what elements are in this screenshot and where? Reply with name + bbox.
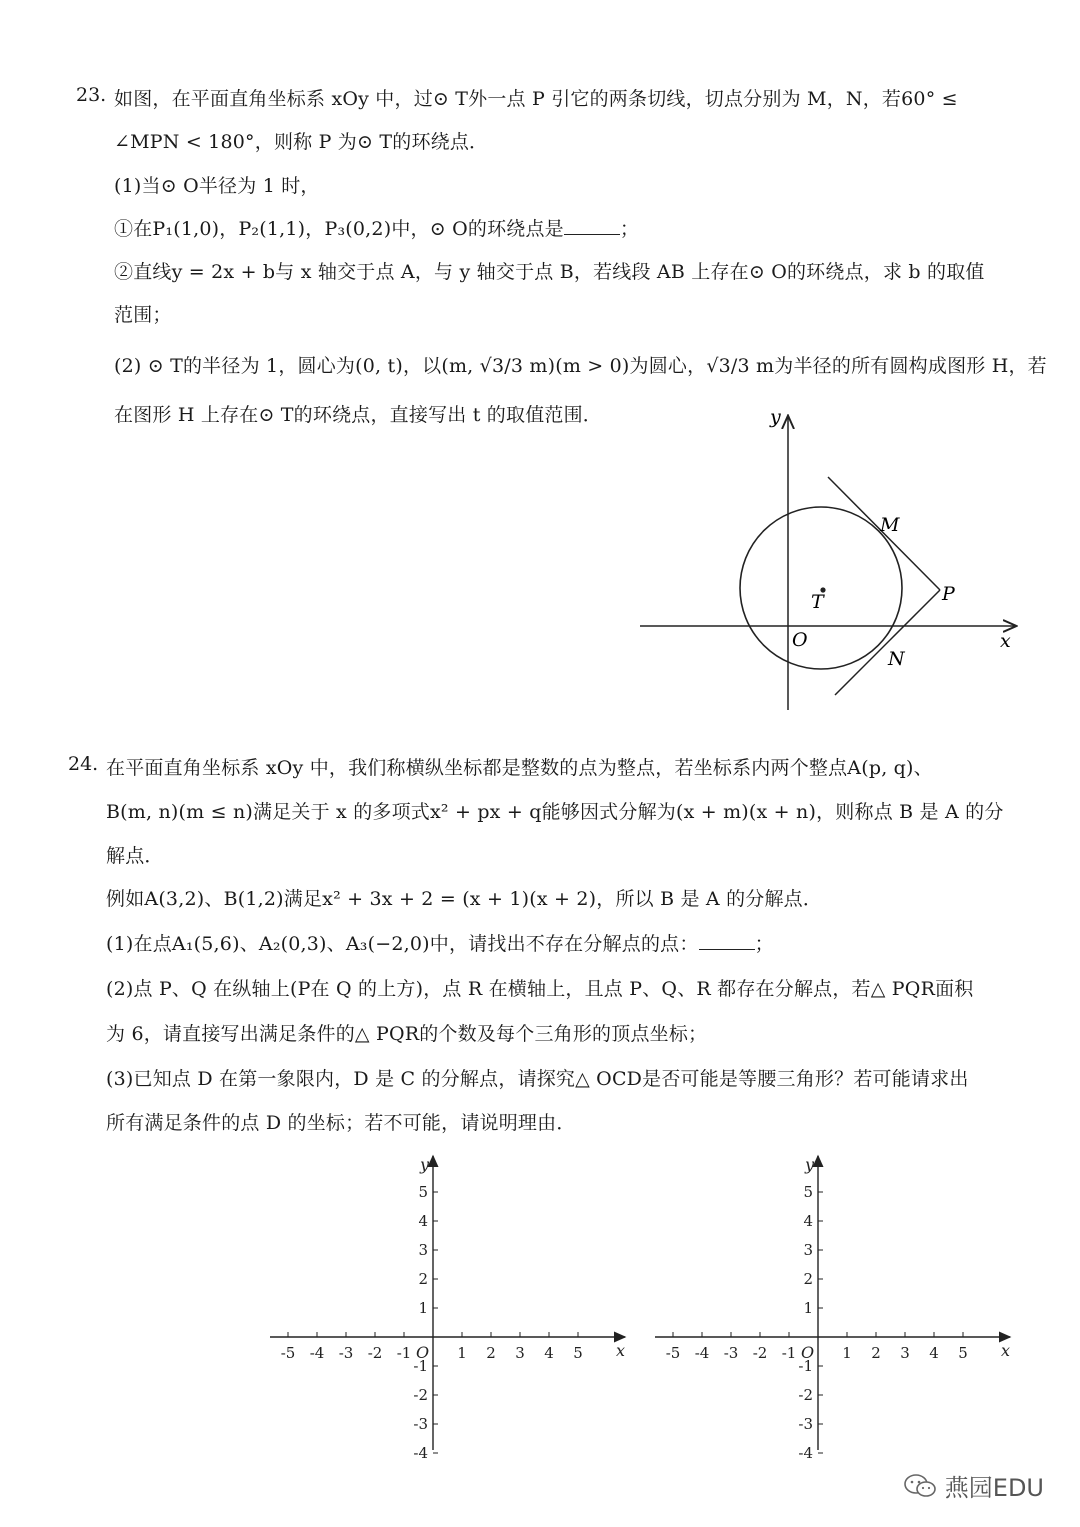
q23-line-5: ②直线y = 2x + b与 x 轴交于点 A，与 y 轴交于点 B，若线段 AB 上存在⊙ O的环绕点，求 b 的取值 bbox=[114, 261, 985, 283]
x-tick-label: 5 bbox=[958, 1344, 968, 1362]
wechat-icon bbox=[903, 1473, 937, 1499]
answer-blank bbox=[699, 933, 755, 950]
x-tick-label: -2 bbox=[752, 1344, 768, 1362]
circle-T bbox=[740, 507, 902, 669]
origin-label: O bbox=[801, 1343, 815, 1362]
x-tick-label: -3 bbox=[338, 1344, 354, 1362]
q24-line-4: 例如A(3,2)、B(1,2)满足x² + 3x + 2 = (x + 1)(x + 2)，所以 B 是 A 的分解点． bbox=[106, 888, 823, 910]
q23-line-3: (1)当⊙ O半径为 1 时， bbox=[114, 175, 320, 197]
q24-line-2: B(m, n)(m ≤ n)满足关于 x 的多项式x² + px + q能够因式分解为(x + m)(x + n)，则称点 B 是 A 的分 bbox=[106, 801, 1004, 823]
x-tick-label: 1 bbox=[842, 1344, 852, 1362]
q23-line-1: 如图，在平面直角坐标系 xOy 中，过⊙ T外一点 P 引它的两条切线，切点分别为 M，N，若60° ≤ bbox=[114, 88, 958, 110]
coordinate-grid-left bbox=[265, 1150, 635, 1460]
q24-line-5 bbox=[106, 929, 774, 956]
q24-line-1: 在平面直角坐标系 xOy 中，我们称横纵坐标都是整数的点为整点，若坐标系内两个整点A(p, q)、 bbox=[106, 757, 933, 779]
y-tick-label: 1 bbox=[418, 1299, 428, 1317]
x-tick-label: 3 bbox=[515, 1344, 525, 1362]
y-tick-label: -3 bbox=[413, 1415, 428, 1433]
q23-line-6: 范围； bbox=[114, 304, 172, 326]
x-tick-label: 4 bbox=[544, 1344, 554, 1362]
label-O: O bbox=[792, 629, 808, 651]
q23-part1-question: ①在P₁(1,0)，P₂(1,1)，P₃(0,2)中，⊙ O的环绕点是 bbox=[114, 218, 564, 240]
watermark bbox=[903, 1468, 1044, 1503]
y-tick-label: 4 bbox=[418, 1212, 428, 1230]
q24-line-8: (3)已知点 D 在第一象限内，D 是 C 的分解点，请探究△ OCD是否可能是等腰三角形？若可能请求出 bbox=[106, 1068, 969, 1090]
y-tick-label: 2 bbox=[803, 1270, 813, 1288]
x-tick-label: -3 bbox=[723, 1344, 739, 1362]
y-axis-label: y bbox=[805, 1155, 815, 1174]
q23-figure bbox=[630, 405, 1030, 715]
label-y: y bbox=[770, 406, 781, 428]
q24-number: 24. bbox=[68, 753, 99, 775]
q24-blank-suffix: ； bbox=[754, 933, 774, 955]
x-tick-label: 1 bbox=[457, 1344, 467, 1362]
label-M: M bbox=[880, 514, 900, 536]
x-tick-label: 4 bbox=[929, 1344, 939, 1362]
y-tick-label: -1 bbox=[798, 1357, 813, 1375]
x-tick-label: 5 bbox=[573, 1344, 583, 1362]
x-tick-label: 3 bbox=[900, 1344, 910, 1362]
q23-line-8: 在图形 H 上存在⊙ T的环绕点，直接写出 t 的取值范围． bbox=[114, 404, 602, 426]
y-tick-label: -3 bbox=[798, 1415, 813, 1433]
y-tick-label: 5 bbox=[803, 1183, 813, 1201]
q24-line-9: 所有满足条件的点 D 的坐标；若不可能，请说明理由． bbox=[106, 1112, 576, 1134]
y-tick-label: -2 bbox=[798, 1386, 813, 1404]
y-tick-label: 5 bbox=[418, 1183, 428, 1201]
y-tick-label: -4 bbox=[798, 1444, 813, 1460]
q23-number: 23. bbox=[76, 84, 107, 106]
y-axis-label: y bbox=[420, 1155, 430, 1174]
answer-blank bbox=[564, 218, 620, 235]
origin-label: O bbox=[416, 1343, 430, 1362]
q23-line-7: (2) ⊙ T的半径为 1，圆心为(0, t)，以(m, √3/3 m)(m > 0)为圆心，√3/3 m为半径的所有圆构成图形 H，若 bbox=[114, 355, 1047, 377]
x-tick-label: 2 bbox=[871, 1344, 881, 1362]
tangent-PN bbox=[835, 590, 940, 695]
y-tick-label: -2 bbox=[413, 1386, 428, 1404]
label-T: T bbox=[811, 591, 824, 613]
q23-blank-suffix: ； bbox=[619, 218, 640, 240]
label-x: x bbox=[1000, 630, 1011, 652]
q23-line-4 bbox=[114, 214, 639, 241]
x-tick-label: -4 bbox=[694, 1344, 710, 1362]
y-tick-label: 3 bbox=[418, 1241, 428, 1259]
y-tick-label: 2 bbox=[418, 1270, 428, 1288]
x-tick-label: -5 bbox=[280, 1344, 296, 1362]
x-tick-label: -2 bbox=[367, 1344, 383, 1362]
q24-line-3: 解点． bbox=[106, 845, 164, 867]
x-axis-label: x bbox=[1001, 1341, 1011, 1360]
q24-line-7: 为 6，请直接写出满足条件的△ PQR的个数及每个三角形的顶点坐标； bbox=[106, 1023, 708, 1045]
coordinate-grid-right bbox=[650, 1150, 1020, 1460]
watermark-text: 燕园EDU bbox=[944, 1474, 1044, 1502]
x-tick-label: -4 bbox=[309, 1344, 325, 1362]
q24-line-6: (2)点 P、Q 在纵轴上(P在 Q 的上方)，点 R 在横轴上，且点 P、Q、R 都存在分解点，若△ PQR面积 bbox=[106, 978, 974, 1000]
y-tick-label: -1 bbox=[413, 1357, 428, 1375]
x-tick-label: -5 bbox=[665, 1344, 681, 1362]
y-tick-label: 4 bbox=[803, 1212, 813, 1230]
x-axis-label: x bbox=[616, 1341, 626, 1360]
label-P: P bbox=[942, 583, 955, 605]
x-tick-label: 2 bbox=[486, 1344, 496, 1362]
y-tick-label: 1 bbox=[803, 1299, 813, 1317]
y-tick-label: 3 bbox=[803, 1241, 813, 1259]
y-tick-label: -4 bbox=[413, 1444, 428, 1460]
x-tick-label: -1 bbox=[396, 1344, 412, 1362]
label-N: N bbox=[888, 648, 905, 670]
x-tick-label: -1 bbox=[781, 1344, 797, 1362]
q24-part1-question: (1)在点A₁(5,6)、A₂(0,3)、A₃(−2,0)中，请找出不存在分解点的点： bbox=[106, 933, 699, 955]
q23-line-2: ∠MPN < 180°，则称 P 为⊙ T的环绕点． bbox=[114, 131, 489, 153]
